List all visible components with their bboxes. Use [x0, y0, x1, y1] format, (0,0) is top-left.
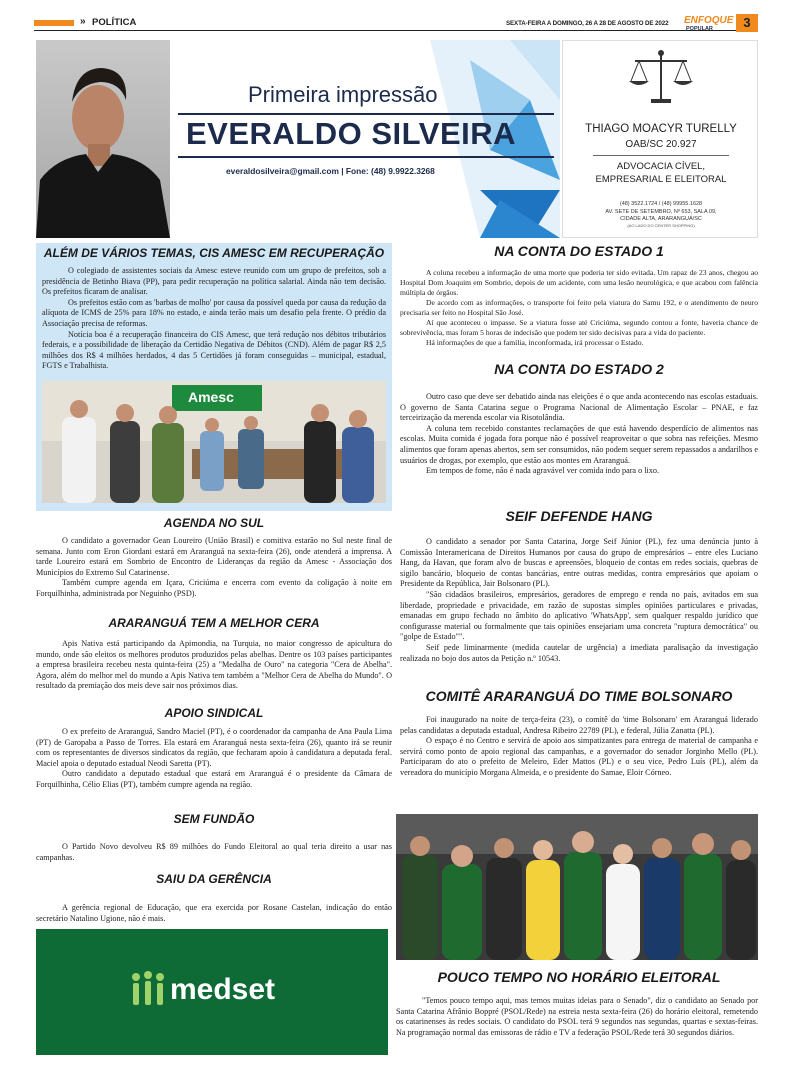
- agenda-title: AGENDA NO SUL: [163, 516, 265, 530]
- header-bar: [0, 0, 794, 36]
- medset-people-icon: [128, 969, 168, 1009]
- apoio-text: [36, 727, 392, 791]
- estado2-text: [400, 392, 758, 477]
- estado1-p1: A coluna recebeu a informação de uma morte que poderia ter sido evitada. Um rapaz de 23 anos, chegou ao Hospital Dom Joaquim em Sombrio, depois de um acidente, com uma lesão neurológica, e que acabou com falência múltipla de órgãos.: [400, 268, 758, 297]
- estado1-p3: Aí que aconteceu o impasse. Se a viatura fosse até Criciúma, segundo contou a fonte, haveria chance de sobrevivência, mas foram 5 horas de indecisão que podem ter sido decisivas para a vida do paciente.: [400, 318, 758, 337]
- lawyer-address-2: CIDADE ALTA, ARARANGUÁ/SC: [620, 216, 702, 222]
- gerencia-p1: A gerência regional de Educação, que era exercida por Rosane Castelan, indicação do então secretário Natalino Ugione, não é mais.: [36, 903, 392, 923]
- horario-title: POUCO TEMPO NO HORÁRIO ELEITORAL: [437, 969, 721, 985]
- seif-p2: "São cidadãos brasileiros, empresários, geradores de emprego e renda no país, avitados em sua liberdade, propriedade e privacidade, em razão de supostas simples opiniões particulares e privadas, emanadas em grupo fechado no âmbito do aplicativo 'WhatsApp', sem qualquer respaldo jurídico que configurasse material ou formalmente que tais opiniões ensejariam uma concreta "ruptura democrática" ou "golpe de Estado"".: [400, 589, 758, 642]
- lawyer-ad: [562, 40, 758, 238]
- column-author: EVERALDO SILVEIRA: [186, 116, 517, 151]
- cis-p3: Notícia boa é a recuperação financeira do CIS Amesc, que terá redução nos débitos tributários federais, e a possibilidade de liberação da Certidão Negativa de Débitos (CND). Além de pagar R$ 2,5 milhões dos R$ 4 milhões herdados, 4 das 5 Certidões já foram conseguidas – municipal, estadual, FGTS e Trabalhista.: [42, 329, 386, 371]
- comite-title: COMITÊ ARARANGUÁ DO TIME BOLSONARO: [425, 688, 733, 704]
- cis-photo: [42, 381, 386, 503]
- seif-p3: Seif pede liminarmente (medida cautelar de urgência) a imediata paralisação da investigação realizada no bojo dos autos da Petição n.º 10543.: [400, 642, 758, 663]
- seif-title: SEIF DEFENDE HANG: [505, 508, 653, 524]
- seif-p1: O candidato a senador por Santa Catarina, Jorge Seif Júnior (PL), fez uma denúncia junto à Comissão Interamericana de Direitos Humanos por causa do grupo de empresários – entre eles Luciano Hang, da Havan, que foram alvo de buscas e apreensões, bloqueio de contas em redes sociais, quebras de sigilo bancário, bloqueio de contas bancárias, entre outras medidas, contra empresários que apoiam o Presidente da República, Jair Bolsonaro (PL).: [400, 537, 758, 589]
- brand-top: ENFOQUE: [684, 15, 734, 26]
- cis-title: ALÉM DE VÁRIOS TEMAS, CIS AMESC EM RECUPERAÇÃO: [43, 246, 385, 260]
- cis-text: [42, 266, 386, 372]
- cera-title: ARARANGUÁ TEM A MELHOR CERA: [108, 616, 320, 630]
- apoio-p2: Outro candidato a deputado estadual que estará em Araranguá é o presidente da Câmara de Forquilhinha, Célio Elias (PT), também cumpre agenda na região.: [36, 769, 392, 789]
- cis-p2: Os prefeitos estão com as 'barbas de molho' por causa da possível queda por causa da redução da alíquota de ICMS de 25% para 18% no estado, e ainda terão mais um desafio pela frente. O prédio da Associação precisa de reformas.: [42, 297, 386, 328]
- cis-p1: O colegiado de assistentes sociais da Amesc esteve reunido com um grupo de prefeitos, sob a presidência de Betinho Biava (PP), para pedir recuperação na política salarial. Ainda não tem decisão. Os prefeitos ficaram de analisar.: [42, 266, 386, 297]
- estado1-text: [400, 268, 758, 348]
- brand-bottom: POPULAR: [686, 26, 713, 32]
- estado2-p2: A coluna tem recebido constantes reclamações de que está havendo desperdício de alimentos nas escolas. Muita comida é jogada fora porque não é possível reaproveitar o que sobra nas refeições. Mesmo alimentos que foram apenas abertos, sem ser consumidos, não podem sequer serem repassados a andarilhos e usuários de drogas, por exemplo, que estão aos montes em Araranguá.: [400, 423, 758, 465]
- header-orange-bar: [34, 20, 74, 26]
- fundo-title: SEM FUNDÃO: [173, 812, 255, 826]
- lawyer-address-3: (AO LADO DO CENTER SHOPPING): [627, 223, 695, 228]
- estado1-title: NA CONTA DO ESTADO 1: [494, 243, 664, 259]
- lawyer-oab: OAB/SC 20.927: [625, 139, 697, 150]
- estado2-title: NA CONTA DO ESTADO 2: [494, 361, 664, 377]
- fundo-p1: O Partido Novo devolveu R$ 89 milhões do Fundo Eleitoral ao qual teria direito a usar nas campanhas.: [36, 842, 392, 862]
- lawyer-name: THIAGO MOACYR TURELLY: [585, 123, 737, 135]
- lawyer-rule: [593, 155, 729, 156]
- header-rule: [34, 30, 758, 31]
- estado1-p2: De acordo com as informações, o transporte foi feito pela viatura do Samu 192, e o atendimento de neuro precisaria ser feito no Hospital São José.: [400, 298, 758, 317]
- agenda-p2: Também cumpre agenda em Içara, Criciúma e encerra com evento da coligação à noite em Forquilhinha, administrada por Neguinho (PSD).: [36, 578, 392, 598]
- author-rule-left: [178, 113, 554, 115]
- header-date: SEXTA-FEIRA A DOMINGO, 26 A 28 DE AGOSTO DE 2022: [506, 20, 669, 27]
- cis-photo-sign: Amesc: [188, 389, 234, 405]
- agenda-text: [36, 536, 392, 600]
- author-rule-bottom: [178, 156, 554, 158]
- comite-p2: O espaço é no Centro e servirá de apoio aos simpatizantes para entrega de material de campanha e servirá como ponto de apoio regional das campanhas, e a governador do senador Jorginho Mello (PL). Participaram do ato o prefeito de Meleiro, Eder Mattos (PL) e o seu vice, Pedro Luís (PL), além da vereadora do município Morgana Almeida, e o presidente do Samae, Eloir Córneo.: [400, 736, 758, 777]
- comite-photo: [396, 814, 758, 960]
- estado2-p3: Em tempos de fome, não é nada agravável ver comida indo para o lixo.: [426, 466, 660, 476]
- column-contact: everaldosilveira@gmail.com | Fone: (48) 9.9922.3268: [226, 166, 435, 176]
- lawyer-address-1: AV. SETE DE SETEMBRO, Nº 653, SALA 09,: [605, 209, 717, 215]
- column-kicker: Primeira impressão: [248, 82, 438, 107]
- medset-ad: [36, 929, 388, 1055]
- horario-p1: "Temos pouco tempo aqui, mas temos muitas ideias para o Senado", diz o candidato ao Senado por Santa Catarina Afrânio Boppré (PSOL/Rede) na estreia nesta sexta-feira (26) do horário eleitoral, remetendo os catarinenses às redes sociais. O candidato do PSOL terá 9 segundos nas segundas, quartas e sextas-feiras. Na programação normal das emissoras de rádio e TV a federação PSOL/Rede terá 30 segundos diários.: [396, 996, 758, 1037]
- gerencia-title: SAIU DA GERÊNCIA: [156, 872, 272, 886]
- page-number: 3: [736, 14, 758, 32]
- seif-text: [400, 537, 758, 664]
- cera-text: [36, 639, 392, 692]
- comite-p1: Foi inaugurado na noite de terça-feira (23), o comitê do 'time Bolsonaro' em Araranguá liderado pelas candidatas a deputada estadual, Andresa Ribeiro 22789 (PL), e federal, Júlia Zanatta (PL).: [400, 715, 758, 735]
- medset-brand: medset: [170, 973, 276, 1006]
- section-label: POLÍTICA: [92, 17, 137, 28]
- comite-text: [400, 715, 758, 779]
- lawyer-area-2: EMPRESARIAL E ELEITORAL: [595, 174, 727, 185]
- section-arrows-icon: »: [80, 16, 86, 27]
- lawyer-phones: (48) 3522.1724 / (48) 99955.1628: [619, 201, 703, 207]
- estado2-p1: Outro caso que deve ser debatido ainda nas eleições é o que anda acontecendo nas escolas estaduais. O governo de Santa Catarina segue o Programa Nacional de Alimentação Escolar – PNAE, e faz terceirização da merenda escolar via Risotolândia.: [400, 392, 758, 423]
- lawyer-area-1: ADVOCACIA CÍVEL,: [616, 161, 706, 172]
- scales-of-justice-icon: [627, 49, 695, 107]
- gerencia-text: [36, 903, 392, 924]
- estado1-p4: Há informações de que a família, inconformada, irá processar o Estado.: [426, 338, 644, 347]
- apoio-p1: O ex prefeito de Araranguá, Sandro Maciel (PT), é o coordenador da campanha de Ana Paula Lima (PT) de Garopaba a Passo de Torres. Ela estará em Araranguá nesta sexta-feira (26), quanto irá se reunir com os representantes de diversos sindicatos da região, que fecharam apoio à candidatura a deputada feral. Maciel apoia o deputado estadual Neodi Saretta (PT).: [36, 727, 392, 768]
- apoio-title: APOIO SINDICAL: [164, 706, 264, 720]
- fundo-text: [36, 842, 392, 863]
- agenda-p1: O candidato a governador Gean Loureiro (União Brasil) e comitiva estarão no Sul neste final de semana. Junto com Eron Giordani estará em Araranguá na sexta-feira (26), onde atenderá a imprensa. A tarde Loureiro estará em Sombrio de Encontro de Lideranças da região da Amesc - Associação dos Municípios do Extremo Sul Catarinense.: [36, 536, 392, 577]
- cera-p1: Apis Nativa está participando da Apimondia, na Turquia, no maior congresso de apicultura do mundo, onde são eleitos os melhores produtos produzidos pelas abelhas. Dentre os 103 países participantes a empresa brasileira recebeu nesta quinta-feira (25) a "Medalha de Ouro" na categoria "Cera de Abelha". Agora, além do melhor mel do mundo a Apis Nativa tem também a "Melhor Cera de Abelha do Mundo". O resultado da premiação dos meis deve sair nos próximos dias.: [36, 639, 392, 691]
- columnist-photo: [36, 40, 170, 238]
- horario-text: [396, 996, 758, 1038]
